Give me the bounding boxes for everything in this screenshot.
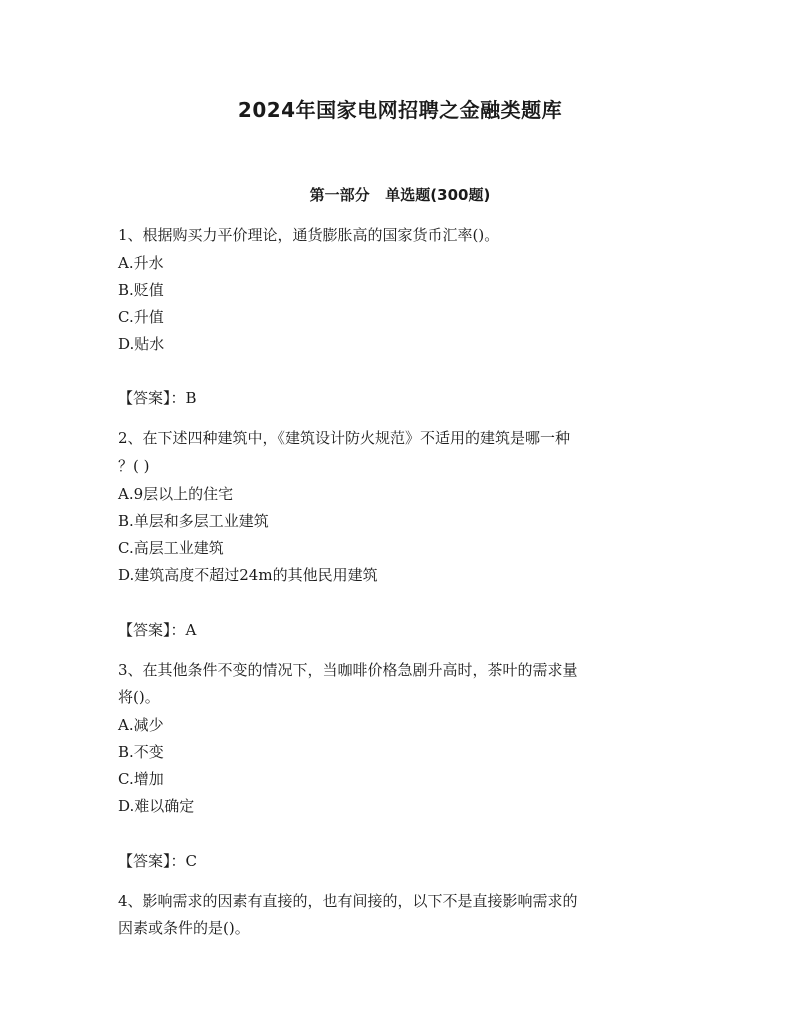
- question-3-option-d: D.难以确定: [118, 797, 195, 815]
- question-1-option-b: B.贬值: [118, 281, 164, 299]
- section-title: 第一部分 单选题(300题): [309, 186, 491, 204]
- question-1-answer: 【答案】：B: [118, 389, 197, 407]
- question-1-stem-line-1: 1、根据购买力平价理论，通货膨胀高的国家货币汇率()。: [118, 226, 500, 244]
- question-1-option-d: D.贴水: [118, 335, 165, 353]
- question-3-option-a: A.减少: [118, 716, 164, 734]
- document-title: 2024年国家电网招聘之金融类题库: [237, 98, 563, 122]
- question-2-option-a: A.9层以上的住宅: [118, 485, 234, 503]
- question-1-option-a: A.升水: [118, 254, 164, 272]
- question-1-option-c: C.升值: [118, 308, 164, 326]
- question-2-stem-line-1: 2、在下述四种建筑中，《建筑设计防火规范》不适用的建筑是哪一种: [118, 429, 571, 447]
- question-2-stem-line-2: ？( ): [118, 457, 150, 475]
- question-3-stem-line-2: 将()。: [118, 688, 160, 706]
- question-2-answer: 【答案】：A: [118, 621, 197, 639]
- question-4-stem-line-2: 因素或条件的是()。: [118, 919, 250, 937]
- question-4-stem-line-1: 4、影响需求的因素有直接的，也有间接的，以下不是直接影响需求的: [118, 892, 578, 910]
- question-3-stem-line-1: 3、在其他条件不变的情况下，当咖啡价格急剧升高时，茶叶的需求量: [118, 661, 578, 679]
- question-3-option-b: B.不变: [118, 743, 164, 761]
- question-2-option-b: B.单层和多层工业建筑: [118, 512, 269, 530]
- question-3-answer: 【答案】：C: [118, 852, 197, 870]
- question-3-option-c: C.增加: [118, 770, 164, 788]
- question-2-option-d: D.建筑高度不超过24m的其他民用建筑: [118, 566, 378, 584]
- question-2-option-c: C.高层工业建筑: [118, 539, 224, 557]
